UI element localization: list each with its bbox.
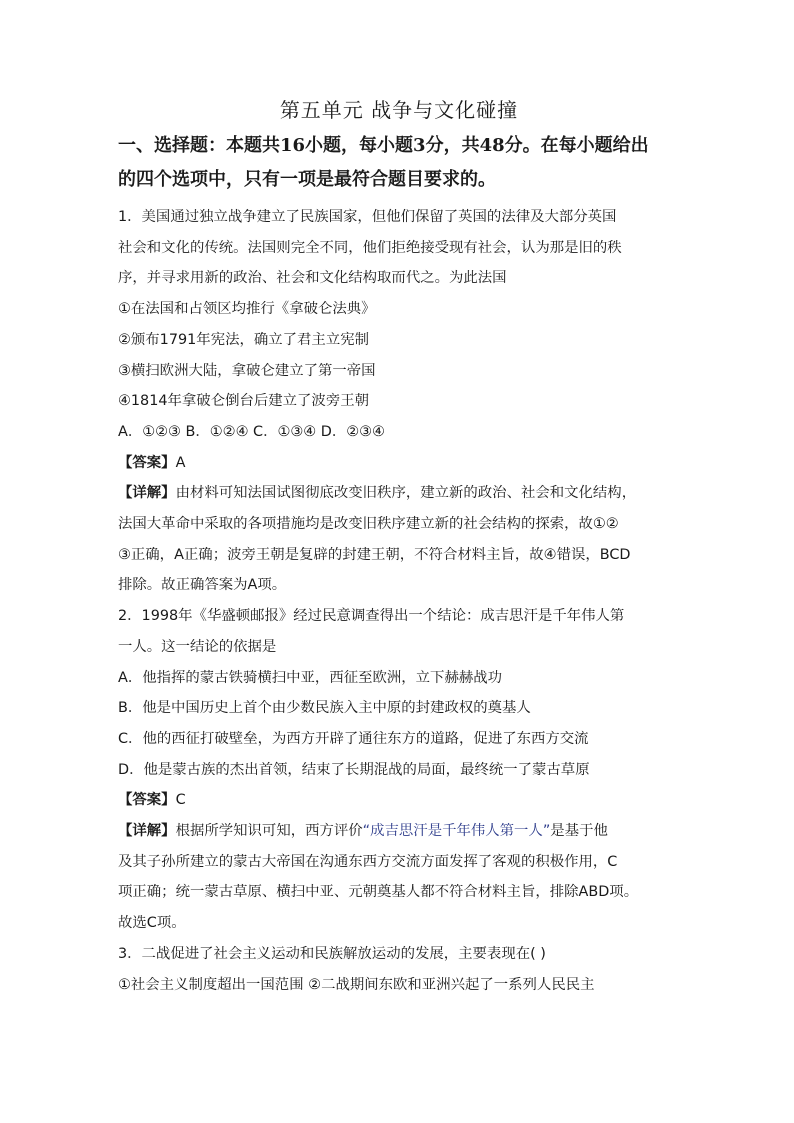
document-page [118, 96, 680, 1000]
q1-detail-text: 由材料可知法国试图彻底改变旧秩序，建立新的政治、社会和文化结构， [175, 485, 637, 502]
q1-options: A．①②③ B．①②④ C．①③④ D．②③④ [118, 423, 385, 440]
q1-stem-line: 社会和文化的传统。法国则完全不同，他们拒绝接受现有社会，认为那是旧的秩 [118, 239, 622, 256]
answer-value: A [175, 454, 186, 471]
q2-detail-quote: “成吉思汗是千年伟人第一人” [362, 823, 551, 840]
q1-item: ①在法国和占领区均推行《拿破仑法典》 [118, 301, 376, 318]
q2-detail-line: 项正确；统一蒙古草原、横扫中亚、元朝奠基人都不符合材料主旨，排除ABD项。 [118, 884, 639, 901]
detail-label: 【详解】 [118, 485, 176, 502]
q2-detail-line: 及其子孙所建立的蒙古大帝国在沟通东西方交流方面发挥了客观的积极作用，C [118, 853, 618, 870]
q2-option: A．他指挥的蒙古铁骑横扫中亚，西征至欧洲，立下赫赫战功 [118, 669, 503, 686]
q1-detail-line: 排除。故正确答案为A项。 [118, 577, 287, 594]
q2-stem-line: 2．1998年《华盛顿邮报》经过民意调查得出一个结论：成吉思汗是千年伟人第 [118, 608, 625, 625]
q3-items-line: ①社会主义制度超出一国范围 ②二战期间东欧和亚洲兴起了一系列人民民主 [118, 976, 595, 993]
q2-stem-line: 一人。这一结论的依据是 [118, 638, 277, 655]
q2-option: C．他的西征打破壁垒，为西方开辟了通往东方的道路，促进了东西方交流 [118, 730, 589, 747]
q2-detail-text: 根据所学知识可知，西方评价 [175, 823, 363, 840]
q1-detail-line [118, 478, 680, 509]
question-3 [118, 939, 680, 1000]
q2-option: D．他是蒙古族的杰出首领，结束了长期混战的局面，最终统一了蒙古草原 [118, 761, 590, 778]
section-heading-line-2: 的四个选项中，只有一项是最符合题目要求的。 [118, 169, 496, 190]
question-2 [118, 601, 680, 939]
q1-stem-line: 序，并寻求用新的政治、社会和文化结构取而代之。为此法国 [118, 270, 507, 287]
answer-value: C [175, 792, 186, 809]
q1-detail-line: ③正确，A正确；波旁王朝是复辟的封建王朝，不符合材料主旨，故④错误，BCD [118, 546, 631, 563]
q1-answer [118, 448, 680, 479]
q2-option: B．他是中国历史上首个由少数民族入主中原的封建政权的奠基人 [118, 700, 531, 717]
q1-item: ④1814年拿破仑倒台后建立了波旁王朝 [118, 393, 369, 410]
q1-item: ②颁布1791年宪法，确立了君主立宪制 [118, 331, 369, 348]
q3-stem: 3．二战促进了社会主义运动和民族解放运动的发展，主要表现在( ) [118, 945, 546, 962]
section-heading-line-1: 一、选择题：本题共16小题，每小题3分，共48分。在每小题给出 [118, 135, 649, 156]
detail-label: 【详解】 [118, 823, 176, 840]
q2-detail-line: 故选C项。 [118, 915, 186, 932]
question-1 [118, 202, 680, 601]
q1-item: ③横扫欧洲大陆，拿破仑建立了第一帝国 [118, 362, 376, 379]
page-title: 第五单元 战争与文化碰撞 [279, 98, 519, 122]
answer-label: 【答案】 [118, 454, 176, 471]
q1-stem-line: 1．美国通过独立战争建立了民族国家，但他们保留了英国的法律及大部分英国 [118, 209, 617, 225]
q2-detail-line [118, 816, 680, 847]
section-heading [118, 130, 680, 196]
q2-detail-text: 是基于他 [550, 823, 608, 840]
answer-label: 【答案】 [118, 792, 176, 809]
q1-detail-line: 法国大革命中采取的各项措施均是改变旧秩序建立新的社会结构的探索，故①② [118, 516, 619, 533]
q2-answer [118, 785, 680, 816]
